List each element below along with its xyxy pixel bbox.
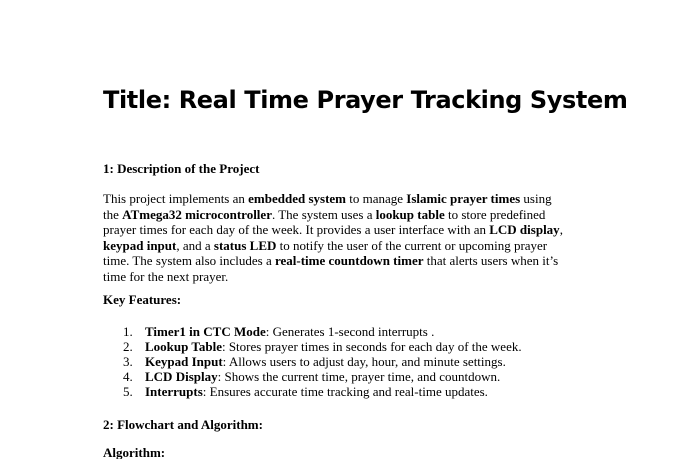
document-title: Title: Real Time Prayer Tracking System [103,86,628,114]
description-run-bold: Islamic prayer times [406,191,521,206]
feature-text: : Generates 1-second interrupts . [265,324,435,339]
feature-label: Timer1 in CTC Mode [145,324,266,339]
description-run-bold: real-time countdown timer [274,253,424,269]
description-run: This project implements an [103,191,249,206]
list-number: 1. [123,324,133,339]
list-number: 2. [123,339,133,354]
feature-label: Lookup Table [145,339,222,354]
list-number: 3. [123,354,133,369]
description-run: to notify the user of the current or upcoming prayer time. The system also includes a [103,237,548,269]
key-features-heading: Key Features: [103,292,182,307]
description-run: . The system uses a [271,206,376,222]
description-run-bold: keypad input [103,237,177,253]
description-run-bold: status LED [213,237,277,253]
description-run-bold: lookup table [375,206,445,222]
features-list [103,324,522,399]
description-run: to manage [346,191,407,206]
description-run: , [559,222,563,238]
description-run-bold: LCD display [489,222,560,238]
list-number: 4. [123,369,133,384]
description-run: to store predefined prayer times for each day of the week. It provides a user interface with an [103,206,546,238]
description-run-bold: ATmega32 microcontroller [122,206,272,222]
list-item [103,354,522,369]
description-run: that alerts users when it’s time for the next prayer. [103,253,559,284]
list-number: 5. [123,384,133,399]
feature-text: : Allows users to adjust day, hour, and minute settings. [222,354,506,369]
feature-label: LCD Display [145,369,218,384]
description-run: , and a [176,237,214,253]
section-heading-flowchart: 2: Flowchart and Algorithm: [103,417,263,432]
description-paragraph [103,191,568,285]
feature-label: Interrupts [145,384,203,399]
section-heading-description: 1: Description of the Project [103,161,260,176]
feature-text: : Ensures accurate time tracking and real-time updates. [202,384,488,399]
algorithm-heading: Algorithm: [103,445,166,459]
feature-text: : Stores prayer times in seconds for each day of the week. [221,339,522,354]
list-item [103,324,522,339]
list-item [103,384,522,399]
description-run: using the [103,191,552,222]
list-item [103,369,522,384]
description-run-bold: embedded system [248,191,346,206]
feature-label: Keypad Input [145,354,223,369]
feature-text: : Shows the current time, prayer time, and countdown. [217,369,501,384]
list-item [103,339,522,354]
